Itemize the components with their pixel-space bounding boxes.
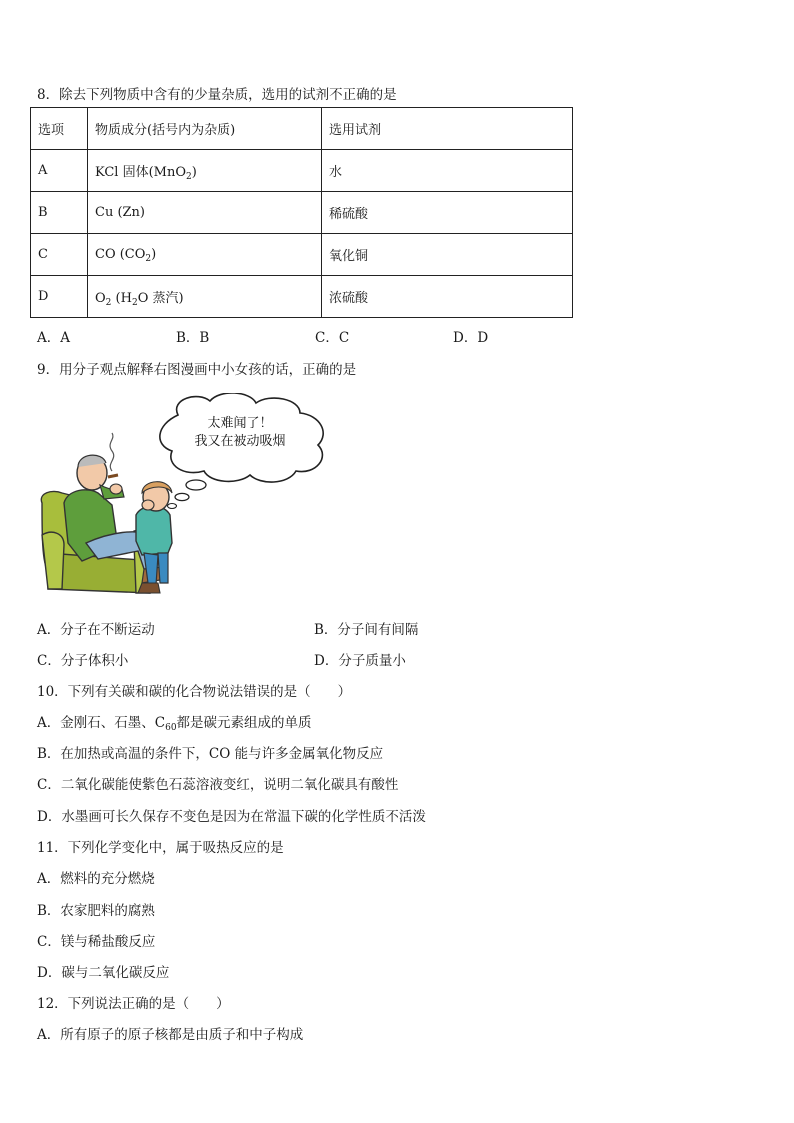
smoke-icon: [110, 433, 114, 471]
q9-choice-b[interactable]: B．分子间有间隔: [314, 622, 419, 638]
table-row: [31, 234, 573, 276]
smoking-cartoon-illustration: [38, 393, 338, 603]
q11-choice-b[interactable]: B．农家肥料的腐熟: [37, 903, 155, 919]
header-reagent: 选用试剂: [322, 108, 573, 150]
row-option: A: [31, 150, 88, 192]
bubble-line-1: 太难闻了！: [207, 416, 273, 431]
row-substance: Cu (Zn): [88, 192, 322, 234]
q9-choice-a[interactable]: A．分子在不断运动: [37, 622, 155, 638]
row-option: C: [31, 234, 88, 276]
q10-choice-b[interactable]: B．在加热或高温的条件下，CO 能与许多金属氧化物反应: [37, 746, 384, 762]
q12-stem: 12．下列说法正确的是（ ）: [37, 996, 230, 1012]
q8-stem: 8．除去下列物质中含有的少量杂质，选用的试剂不正确的是: [37, 87, 397, 103]
q9-stem: 9．用分子观点解释右图漫画中小女孩的话，正确的是: [37, 362, 357, 378]
row-reagent: 氧化铜: [322, 234, 573, 276]
row-reagent: 水: [322, 150, 573, 192]
header-substance: 物质成分(括号内为杂质): [88, 108, 322, 150]
row-reagent: 浓硫酸: [322, 276, 573, 318]
q12-choice-a[interactable]: A．所有原子的原子核都是由质子和中子构成: [37, 1027, 304, 1043]
q11-choice-c[interactable]: C．镁与稀盐酸反应: [37, 934, 156, 950]
row-substance: $O_2$ ($H_2O$ 蒸汽): [88, 276, 322, 318]
bubble-line-2: 我又在被动吸烟: [194, 434, 286, 449]
q11-choice-d[interactable]: D．碳与二氧化碳反应: [37, 965, 170, 981]
row-reagent: 稀硫酸: [322, 192, 573, 234]
header-option: 选项: [31, 108, 88, 150]
q10-stem: 10．下列有关碳和碳的化合物说法错误的是（ ）: [37, 684, 352, 700]
row-substance: KCl 固体(MnO$_2$): [88, 150, 322, 192]
q8-choice-c[interactable]: C．C: [315, 330, 350, 346]
row-option: D: [31, 276, 88, 318]
row-option: B: [31, 192, 88, 234]
q10-choice-a[interactable]: A．金刚石、石墨、$C_{60}$都是碳元素组成的单质: [37, 715, 312, 733]
q9-choice-c[interactable]: C．分子体积小: [37, 653, 129, 669]
table-row: [31, 192, 573, 234]
thought-bubble: [160, 393, 323, 509]
row-substance: CO $(CO_2)$: [88, 234, 322, 276]
q8-options-table: [30, 107, 573, 318]
q8-choice-d[interactable]: D．D: [453, 330, 489, 346]
q9-choice-d[interactable]: D．分子质量小: [314, 653, 406, 669]
q10-choice-c[interactable]: C．二氧化碳能使紫色石蕊溶液变红，说明二氧化碳具有酸性: [37, 777, 399, 793]
q8-choice-a[interactable]: A．A: [37, 330, 70, 346]
table-row: [31, 150, 573, 192]
q11-stem: 11．下列化学变化中，属于吸热反应的是: [37, 840, 284, 856]
q8-choice-b[interactable]: B．B: [176, 330, 210, 346]
table-row: [31, 276, 573, 318]
q11-choice-a[interactable]: A．燃料的充分燃烧: [37, 871, 155, 887]
q10-choice-d[interactable]: D．水墨画可长久保存不变色是因为在常温下碳的化学性质不活泼: [37, 809, 426, 825]
table-header-row: [31, 108, 573, 150]
